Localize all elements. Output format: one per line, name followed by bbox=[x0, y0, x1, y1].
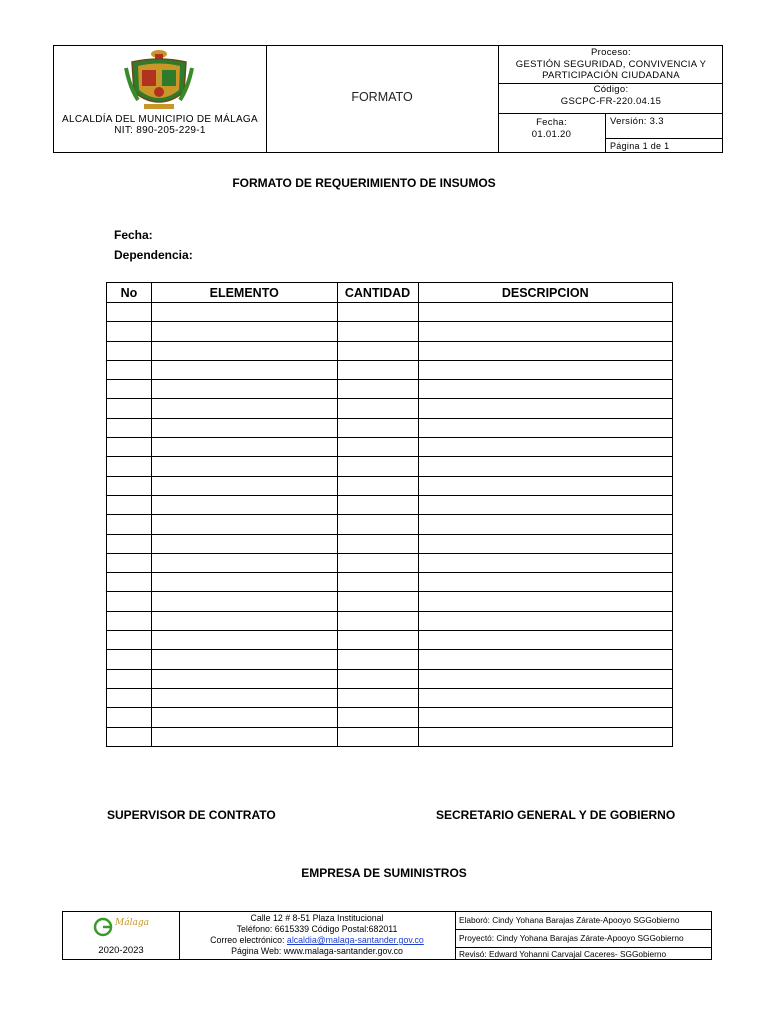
table-row bbox=[107, 495, 673, 514]
entity-nit: NIT: 890-205-229-1 bbox=[114, 125, 206, 136]
cell-cantidad[interactable] bbox=[337, 341, 418, 360]
table-row bbox=[107, 457, 673, 476]
dependencia-field-label: Dependencia: bbox=[114, 248, 193, 262]
table-row bbox=[107, 650, 673, 669]
cell-cantidad[interactable] bbox=[337, 650, 418, 669]
cell-elemento[interactable] bbox=[151, 341, 337, 360]
cell-descripcion[interactable] bbox=[418, 708, 673, 727]
cell-elemento[interactable] bbox=[151, 534, 337, 553]
cell-descripcion[interactable] bbox=[418, 303, 673, 322]
table-row bbox=[107, 438, 673, 457]
table-row bbox=[107, 688, 673, 707]
table-row bbox=[107, 727, 673, 746]
cell-elemento[interactable] bbox=[151, 360, 337, 379]
document-header bbox=[53, 45, 723, 153]
table-row bbox=[107, 380, 673, 399]
cell-cantidad[interactable] bbox=[337, 399, 418, 418]
signature-secretario: SECRETARIO GENERAL Y DE GOBIERNO bbox=[436, 808, 676, 822]
cell-no[interactable] bbox=[107, 669, 152, 688]
table-row bbox=[107, 418, 673, 437]
cell-cantidad[interactable] bbox=[337, 515, 418, 534]
malaga-logo-text: Málaga bbox=[115, 918, 149, 928]
malaga-logo bbox=[93, 915, 153, 937]
col-header-cantidad: CANTIDAD bbox=[337, 283, 418, 303]
cell-elemento[interactable] bbox=[151, 495, 337, 514]
table-row bbox=[107, 534, 673, 553]
cell-no[interactable] bbox=[107, 322, 152, 341]
cell-cantidad[interactable] bbox=[337, 476, 418, 495]
cell-no[interactable] bbox=[107, 495, 152, 514]
table-row bbox=[107, 399, 673, 418]
cell-cantidad[interactable] bbox=[337, 688, 418, 707]
cell-no[interactable] bbox=[107, 438, 152, 457]
table-row bbox=[107, 631, 673, 650]
cell-cantidad[interactable] bbox=[337, 457, 418, 476]
municipal-crest-icon bbox=[124, 48, 194, 114]
cell-elemento[interactable] bbox=[151, 553, 337, 572]
cell-descripcion[interactable] bbox=[418, 360, 673, 379]
cell-cantidad[interactable] bbox=[337, 534, 418, 553]
cell-no[interactable] bbox=[107, 553, 152, 572]
cell-no[interactable] bbox=[107, 341, 152, 360]
cell-cantidad[interactable] bbox=[337, 727, 418, 746]
proceso-label: Proceso: bbox=[591, 47, 631, 58]
table-row bbox=[107, 611, 673, 630]
cell-elemento[interactable] bbox=[151, 650, 337, 669]
cell-elemento[interactable] bbox=[151, 322, 337, 341]
fecha-value: 01.01.20 bbox=[531, 129, 572, 140]
cell-no[interactable] bbox=[107, 727, 152, 746]
table-row bbox=[107, 669, 673, 688]
cell-elemento[interactable] bbox=[151, 611, 337, 630]
cell-descripcion[interactable] bbox=[418, 592, 673, 611]
cell-descripcion[interactable] bbox=[418, 669, 673, 688]
cell-cantidad[interactable] bbox=[337, 592, 418, 611]
cell-no[interactable] bbox=[107, 303, 152, 322]
cell-cantidad[interactable] bbox=[337, 495, 418, 514]
cell-descripcion[interactable] bbox=[418, 399, 673, 418]
footer-period: 2020-2023 bbox=[98, 945, 144, 956]
footer-reviso: Revisó: Edward Yohanni Carvajal Caceres- SGGobierno bbox=[459, 949, 667, 959]
cell-descripcion[interactable] bbox=[418, 727, 673, 746]
codigo-value: GSCPC-FR-220.04.15 bbox=[560, 95, 662, 107]
cell-no[interactable] bbox=[107, 592, 152, 611]
footer-web: Página Web: www.malaga-santander.gov.co bbox=[231, 946, 403, 956]
cell-descripcion[interactable] bbox=[418, 476, 673, 495]
cell-cantidad[interactable] bbox=[337, 669, 418, 688]
table-row bbox=[107, 515, 673, 534]
table-row bbox=[107, 476, 673, 495]
cell-descripcion[interactable] bbox=[418, 688, 673, 707]
entity-name: ALCALDÍA DEL MUNICIPIO DE MÁLAGA bbox=[62, 114, 258, 125]
cell-descripcion[interactable] bbox=[418, 650, 673, 669]
doc-type: FORMATO bbox=[351, 90, 413, 104]
proceso-value-2: PARTICIPACIÓN CIUDADANA bbox=[542, 70, 680, 81]
cell-cantidad[interactable] bbox=[337, 303, 418, 322]
footer-elaboro: Elaboró: Cindy Yohana Barajas Zárate-Apooyo SGGobierno bbox=[459, 915, 680, 925]
document-title: FORMATO DE REQUERIMIENTO DE INSUMOS bbox=[232, 176, 496, 190]
cell-cantidad[interactable] bbox=[337, 438, 418, 457]
cell-cantidad[interactable] bbox=[337, 611, 418, 630]
cell-descripcion[interactable] bbox=[418, 418, 673, 437]
cell-cantidad[interactable] bbox=[337, 573, 418, 592]
cell-no[interactable] bbox=[107, 457, 152, 476]
page-number: Página 1 de 1 bbox=[610, 141, 670, 151]
malaga-logo-icon bbox=[93, 917, 115, 937]
signature-empresa: EMPRESA DE SUMINISTROS bbox=[301, 866, 467, 880]
cell-no[interactable] bbox=[107, 515, 152, 534]
cell-no[interactable] bbox=[107, 573, 152, 592]
cell-cantidad[interactable] bbox=[337, 322, 418, 341]
col-header-elemento: ELEMENTO bbox=[151, 283, 337, 303]
cell-no[interactable] bbox=[107, 476, 152, 495]
cell-descripcion[interactable] bbox=[418, 341, 673, 360]
cell-no[interactable] bbox=[107, 708, 152, 727]
cell-elemento[interactable] bbox=[151, 515, 337, 534]
cell-no[interactable] bbox=[107, 399, 152, 418]
cell-descripcion[interactable] bbox=[418, 515, 673, 534]
table-row bbox=[107, 360, 673, 379]
cell-elemento[interactable] bbox=[151, 573, 337, 592]
cell-elemento[interactable] bbox=[151, 399, 337, 418]
footer-email-link[interactable]: alcaldia@malaga-santander.gov.co bbox=[286, 935, 424, 945]
cell-descripcion[interactable] bbox=[418, 380, 673, 399]
cell-cantidad[interactable] bbox=[337, 553, 418, 572]
cell-descripcion[interactable] bbox=[418, 322, 673, 341]
signature-supervisor: SUPERVISOR DE CONTRATO bbox=[107, 808, 276, 822]
col-header-descripcion: DESCRIPCION bbox=[418, 283, 673, 303]
cell-cantidad[interactable] bbox=[337, 631, 418, 650]
cell-elemento[interactable] bbox=[151, 303, 337, 322]
cell-descripcion[interactable] bbox=[418, 495, 673, 514]
cell-elemento[interactable] bbox=[151, 727, 337, 746]
cell-elemento[interactable] bbox=[151, 631, 337, 650]
version: Versión: 3.3 bbox=[610, 116, 664, 127]
col-header-no: No bbox=[107, 283, 152, 303]
cell-cantidad[interactable] bbox=[337, 418, 418, 437]
cell-descripcion[interactable] bbox=[418, 553, 673, 572]
footer-phone: Teléfono: 6615339 Código Postal:682011 bbox=[236, 924, 398, 934]
cell-no[interactable] bbox=[107, 418, 152, 437]
table-header-row bbox=[107, 283, 673, 303]
fecha-label: Fecha: bbox=[536, 117, 567, 128]
table-row bbox=[107, 553, 673, 572]
cell-descripcion[interactable] bbox=[418, 631, 673, 650]
cell-descripcion[interactable] bbox=[418, 457, 673, 476]
table-row bbox=[107, 341, 673, 360]
document-footer bbox=[62, 911, 712, 960]
cell-descripcion[interactable] bbox=[418, 534, 673, 553]
cell-elemento[interactable] bbox=[151, 476, 337, 495]
cell-cantidad[interactable] bbox=[337, 708, 418, 727]
cell-no[interactable] bbox=[107, 380, 152, 399]
cell-no[interactable] bbox=[107, 611, 152, 630]
cell-elemento[interactable] bbox=[151, 438, 337, 457]
table-row bbox=[107, 592, 673, 611]
cell-descripcion[interactable] bbox=[418, 611, 673, 630]
footer-address: Calle 12 # 8-51 Plaza Institucional bbox=[250, 913, 384, 923]
cell-descripcion[interactable] bbox=[418, 438, 673, 457]
cell-descripcion[interactable] bbox=[418, 573, 673, 592]
proceso-value-1: GESTIÓN SEGURIDAD, CONVIVENCIA Y bbox=[515, 58, 707, 70]
cell-elemento[interactable] bbox=[151, 418, 337, 437]
cell-cantidad[interactable] bbox=[337, 380, 418, 399]
cell-no[interactable] bbox=[107, 688, 152, 707]
cell-elemento[interactable] bbox=[151, 669, 337, 688]
cell-elemento[interactable] bbox=[151, 592, 337, 611]
codigo-label: Código: bbox=[593, 84, 629, 95]
cell-elemento[interactable] bbox=[151, 457, 337, 476]
cell-elemento[interactable] bbox=[151, 688, 337, 707]
requirements-table bbox=[106, 282, 673, 747]
table-row bbox=[107, 322, 673, 341]
table-row bbox=[107, 708, 673, 727]
cell-no[interactable] bbox=[107, 631, 152, 650]
cell-cantidad[interactable] bbox=[337, 360, 418, 379]
cell-no[interactable] bbox=[107, 534, 152, 553]
cell-no[interactable] bbox=[107, 650, 152, 669]
footer-proyecto: Proyectó: Cindy Yohana Barajas Zárate-Apooyo SGGobierno bbox=[459, 933, 684, 943]
fecha-field-label: Fecha: bbox=[114, 228, 153, 242]
cell-elemento[interactable] bbox=[151, 380, 337, 399]
table-row bbox=[107, 303, 673, 322]
cell-no[interactable] bbox=[107, 360, 152, 379]
footer-email-label: Correo electrónico: bbox=[210, 935, 287, 945]
table-row bbox=[107, 573, 673, 592]
cell-elemento[interactable] bbox=[151, 708, 337, 727]
